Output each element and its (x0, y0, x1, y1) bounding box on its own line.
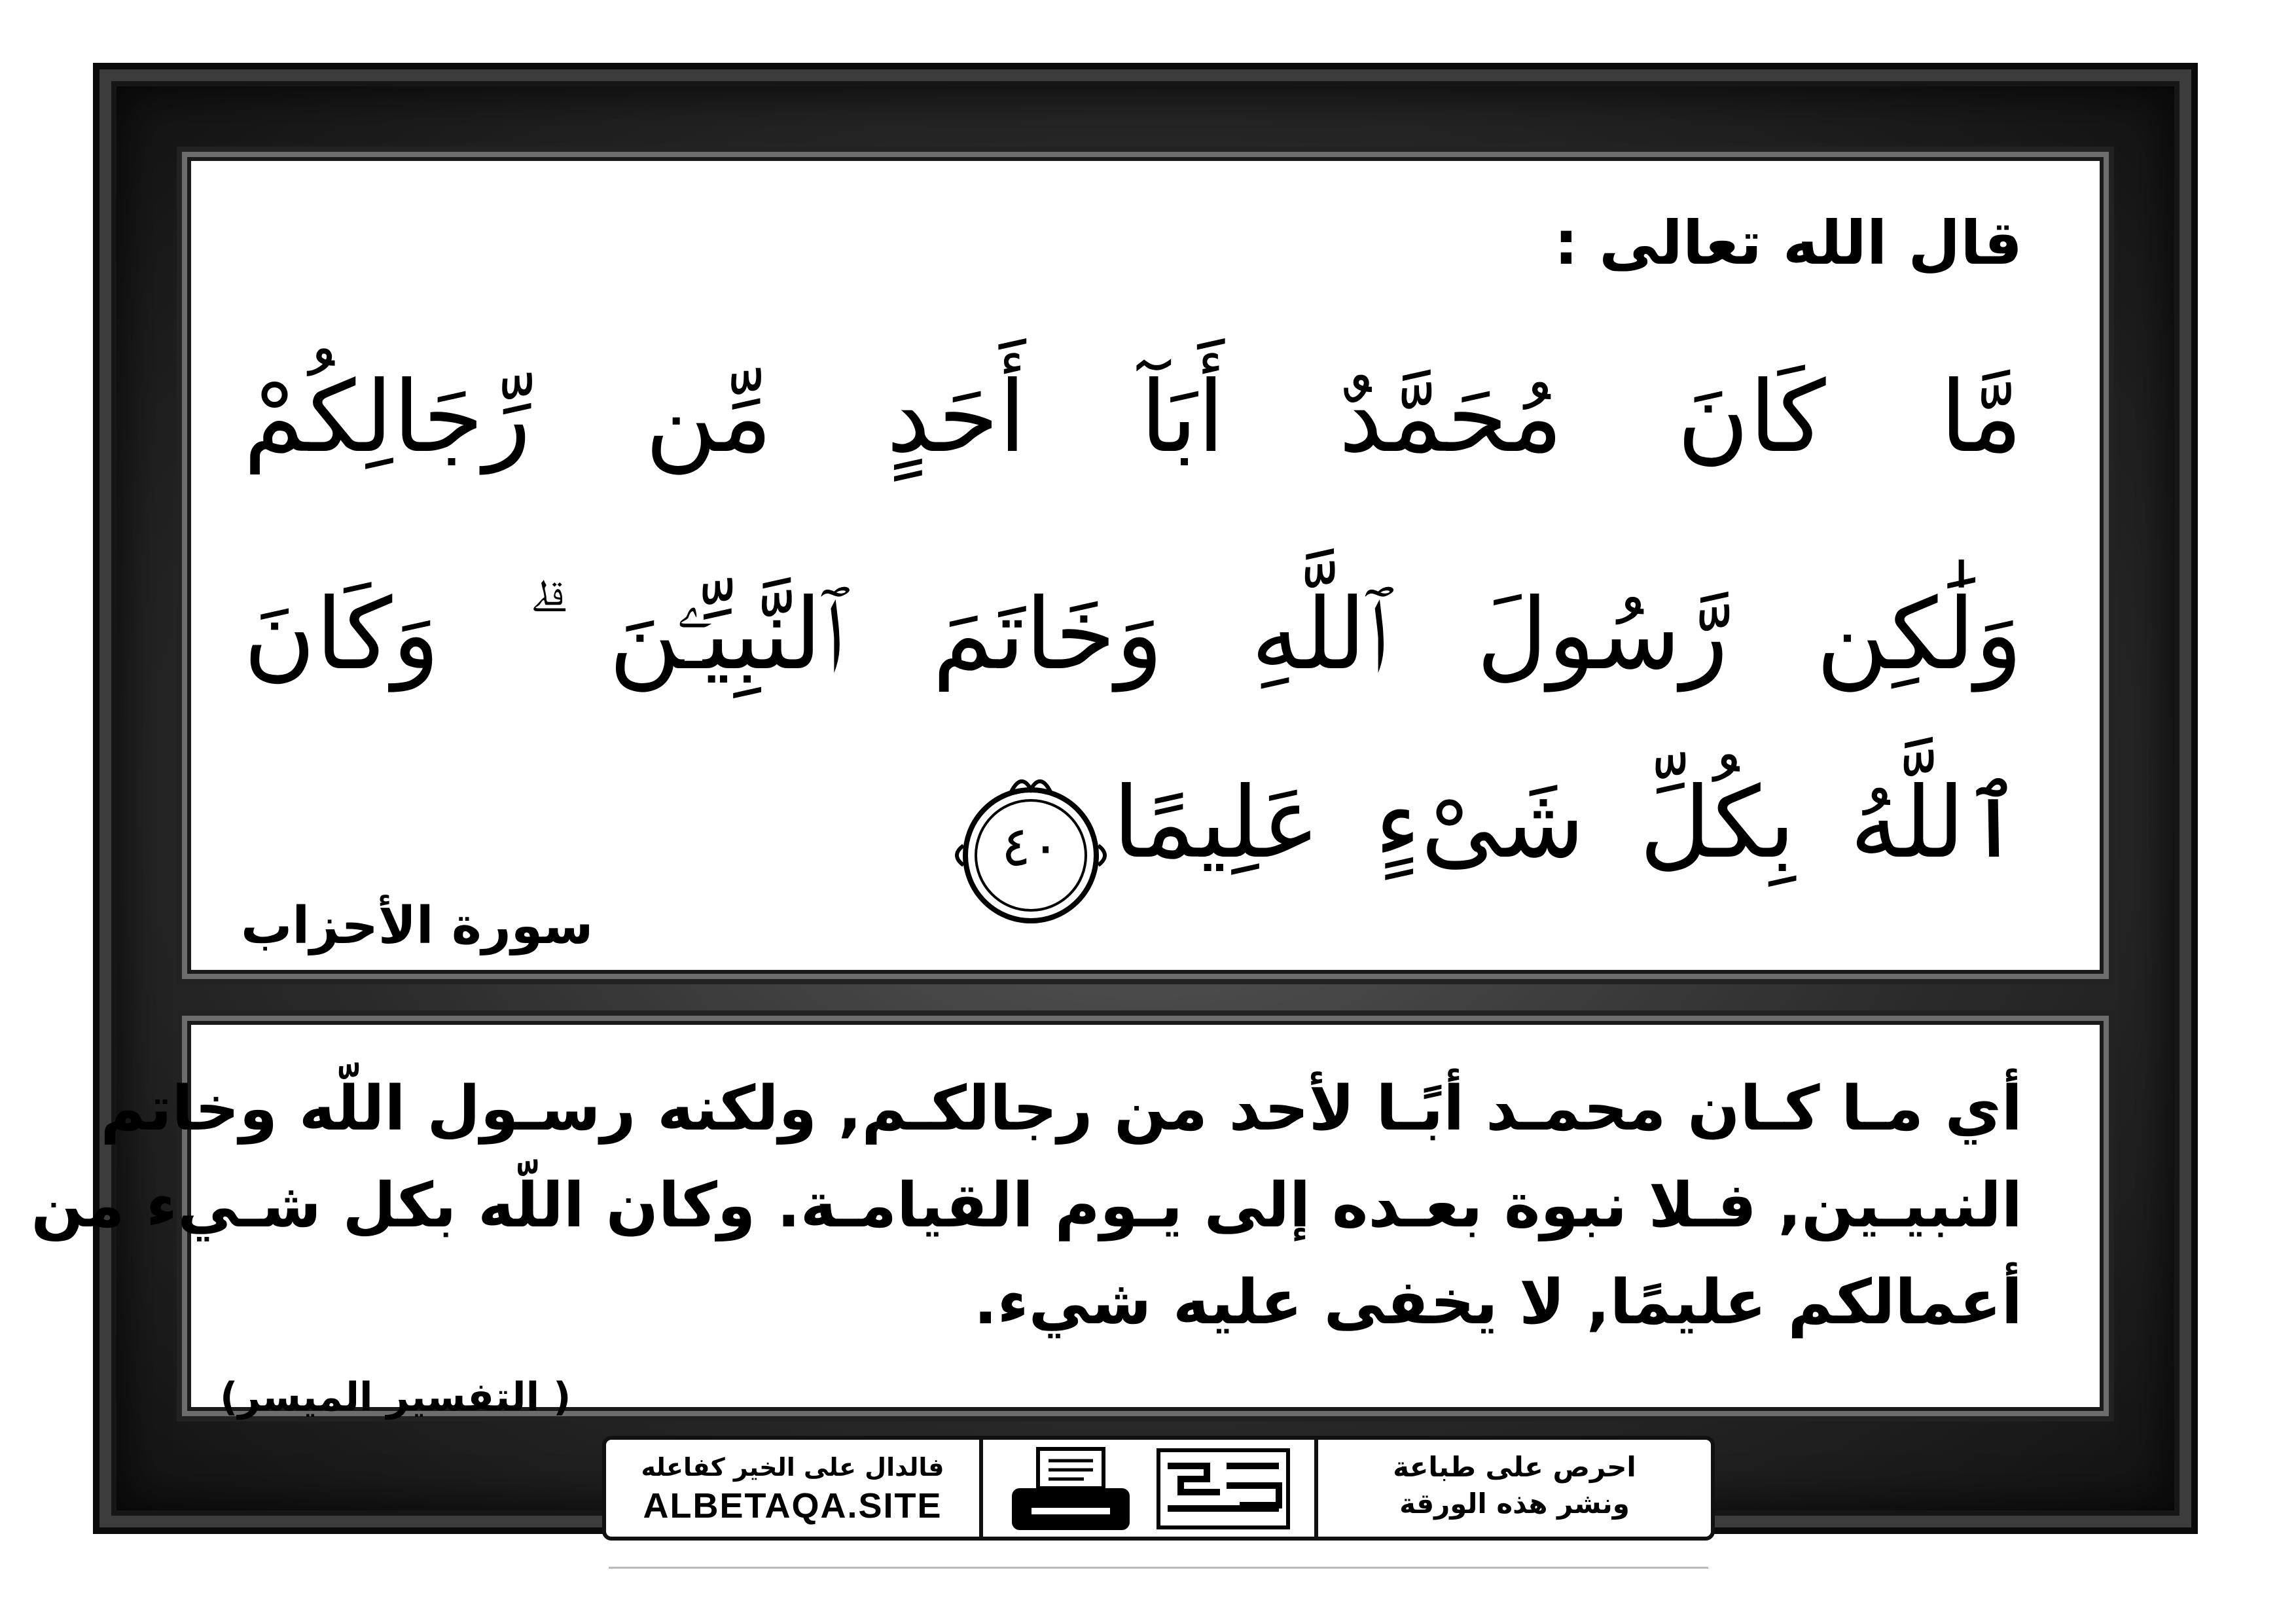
print-note-line-2: ونشر هذه الورقة (1399, 1488, 1630, 1520)
site-block (619, 1449, 966, 1526)
tafsir-line-1: أي مـا كـان محمـد أبًـا لأحد من رجالكـم, ولكنه رسـول اللّه وخاتم (100, 1073, 2022, 1145)
intro-heading: قال الله تعالى : (1554, 208, 2022, 278)
ayah-number: ٤٠ (1001, 814, 1061, 878)
verse-line-3: ٱللَّهُ بِكُلِّ شَىْءٍ عَلِيمًا (1113, 766, 2022, 880)
bottom-rule (609, 1567, 1708, 1569)
site-url: ALBETAQA.SITE (643, 1486, 942, 1525)
printer-icon (1005, 1445, 1136, 1537)
verse-line-2: وَلَٰكِن رَّسُولَ ٱللَّهِ وَخَاتَمَ ٱلنَّبِيِّـۧنَ ۗ وَكَانَ (243, 578, 2022, 692)
tafsir-line-2: النبيـين, فـلا نبوة بعـده إلى يـوم القيامـة. وكان اللّه بكل شـيء من (31, 1170, 2022, 1241)
footer-divider (979, 1440, 983, 1537)
verse-line-1: مَّا كَانَ مُحَمَّدٌ أَبَآ أَحَدٍ مِّن رِّجَالِكُمْ (243, 361, 2022, 474)
surah-name: سورة الأحزاب (241, 897, 594, 955)
dawat-alwaraqa-logo-icon (1155, 1446, 1292, 1531)
ayah-number-marker (949, 767, 1113, 931)
tafsir-source: ( التفسير الميسر) (220, 1374, 571, 1420)
print-note-line-1: احرص على طباعة (1393, 1451, 1636, 1483)
footer-banner (602, 1436, 1715, 1541)
site-tagline: فالدال على الخير كفاعله (641, 1453, 944, 1482)
tafsir-line-3: أعمالكم عليمًا, لا يخفى عليه شيء. (973, 1267, 2022, 1338)
print-share-note (1331, 1449, 1698, 1527)
footer-divider (1314, 1440, 1318, 1537)
